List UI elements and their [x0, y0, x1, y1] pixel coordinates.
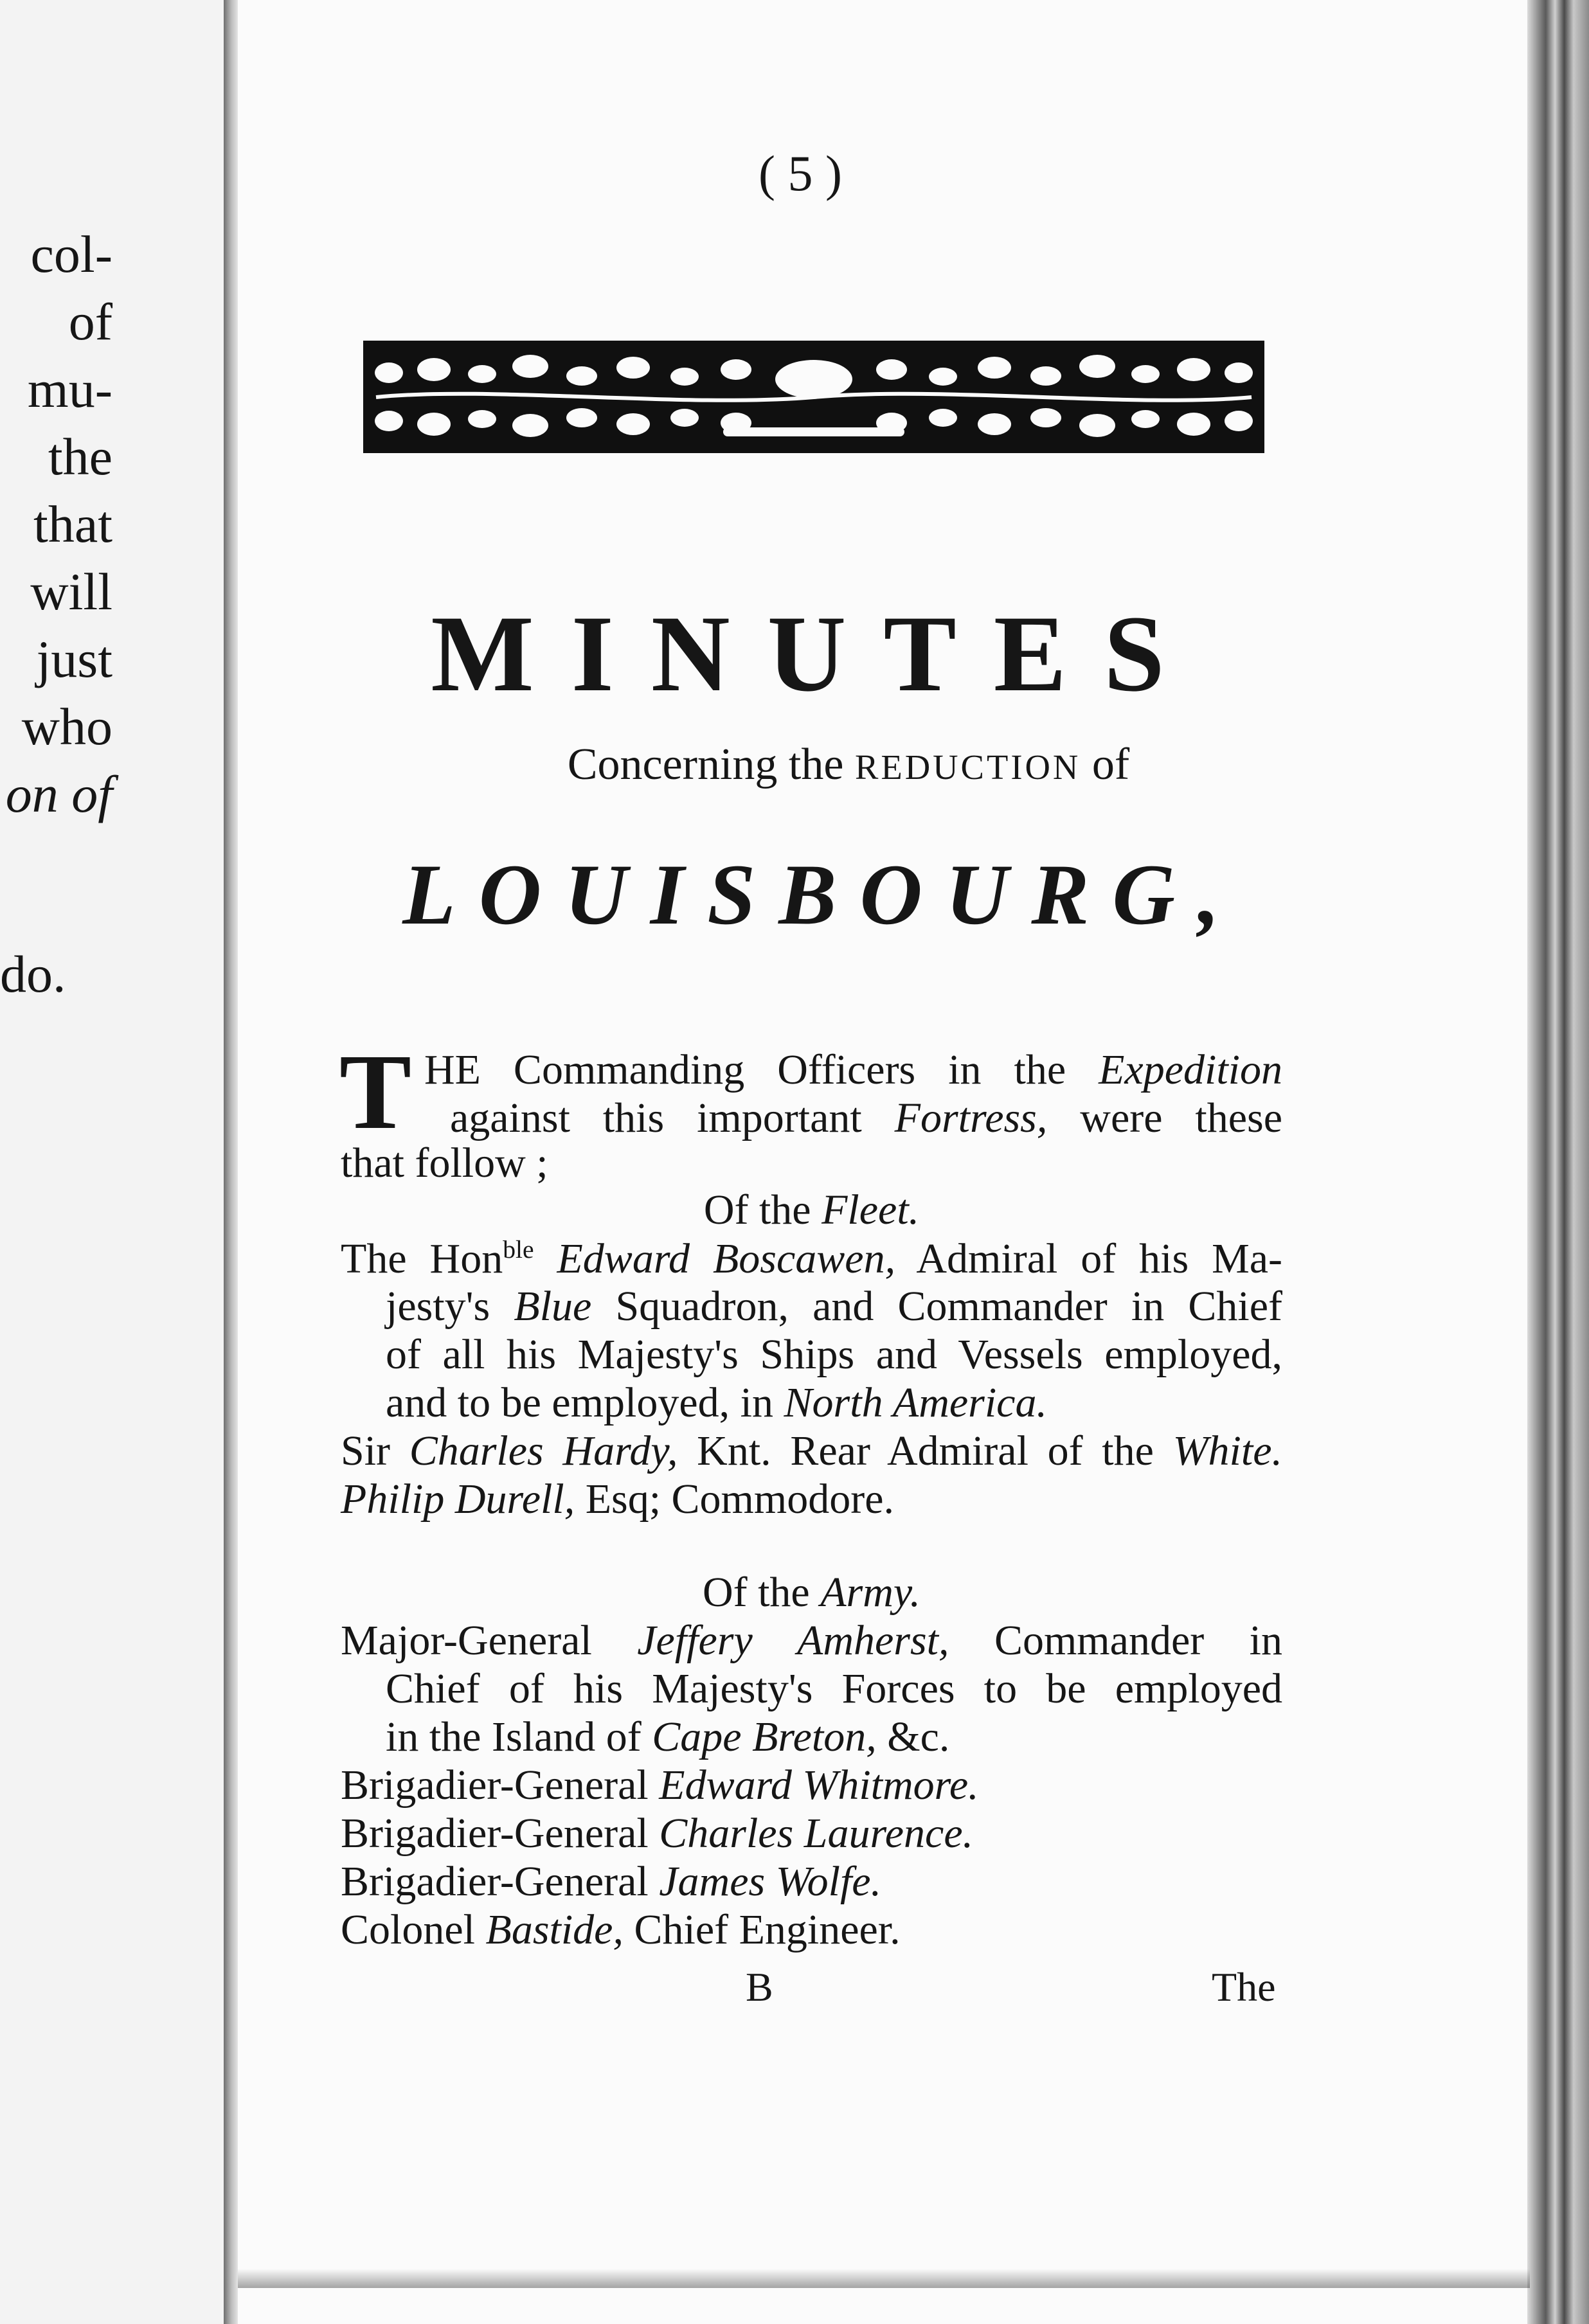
- left-page-line: the: [48, 427, 112, 486]
- entry-italic: Cape Breton,: [652, 1713, 877, 1760]
- catchword: The: [1212, 1964, 1276, 2010]
- page-shadow: [238, 2269, 1530, 2288]
- place-title: LOUISBOURG,: [402, 847, 1243, 943]
- intro-italic: Expedition: [1099, 1046, 1283, 1093]
- entry-text: Squadron, and Commander in Chief: [615, 1283, 1283, 1330]
- intro-text: were these: [1080, 1095, 1283, 1141]
- entry-text: jesty's: [386, 1283, 490, 1330]
- fleet-heading: [341, 1186, 1282, 1233]
- entry-text: Chief Engineer.: [634, 1906, 901, 1953]
- superscript: ble: [503, 1235, 534, 1264]
- heading-text: Of the: [702, 1569, 810, 1616]
- entry-italic: North America.: [784, 1379, 1047, 1426]
- left-page-line: do.: [0, 945, 66, 1003]
- subtitle-post: of: [1091, 740, 1130, 789]
- entry-text: The Hon: [341, 1235, 503, 1282]
- intro-line-2: [450, 1097, 1282, 1140]
- page-number: ( 5 ): [759, 145, 842, 201]
- left-page-line: just: [36, 630, 112, 688]
- intro-line-3: that follow ;: [341, 1140, 548, 1186]
- heading-italic: Army.: [820, 1569, 921, 1616]
- rank: Brigadier-General: [341, 1810, 649, 1857]
- boscawen-line-4: [386, 1379, 1282, 1426]
- left-page-line: of: [68, 292, 112, 351]
- left-page-line: col-: [30, 225, 112, 283]
- person-name: Charles Hardy,: [409, 1427, 678, 1474]
- entry-text: Admiral of his Ma-: [916, 1235, 1283, 1282]
- bastide-line: [341, 1906, 1282, 1953]
- boscawen-line-3: of all his Majesty's Ships and Vessels employed,: [386, 1331, 1282, 1378]
- subtitle: [399, 739, 1298, 791]
- entry-italic: White.: [1172, 1427, 1283, 1474]
- brigadier-line: [341, 1812, 1282, 1855]
- heading-text: Of the: [703, 1186, 811, 1233]
- entry-text: Major-General: [341, 1617, 592, 1664]
- entry-text: Colonel: [341, 1906, 475, 1953]
- entry-text: Commander in: [994, 1617, 1282, 1664]
- left-page: [0, 0, 225, 2324]
- heading-italic: Fleet.: [821, 1186, 920, 1233]
- left-page-line: on of: [5, 765, 112, 823]
- amherst-line-2: Chief of his Majesty's Forces to be employed: [386, 1665, 1282, 1712]
- intro-text: HE Commanding Officers in the: [424, 1046, 1066, 1093]
- intro-text: against this important: [450, 1095, 862, 1141]
- person-name: James Wolfe.: [659, 1858, 882, 1905]
- amherst-line-3: [386, 1713, 1282, 1760]
- boscawen-line-2: [386, 1285, 1282, 1328]
- left-page-line: that: [33, 495, 112, 553]
- left-page-line: mu-: [27, 360, 112, 418]
- army-heading: [341, 1571, 1282, 1614]
- rank: Brigadier-General: [341, 1762, 649, 1809]
- entry-text: &c.: [887, 1713, 950, 1760]
- boscawen-line-1: [341, 1237, 1282, 1280]
- entry-text: Sir: [341, 1427, 391, 1474]
- page-edges: [1527, 0, 1589, 2324]
- durell-line: [341, 1478, 1282, 1521]
- person-name: Jeffery Amherst,: [637, 1617, 949, 1664]
- person-name: Edward Whitmore.: [659, 1762, 979, 1809]
- left-page-line: will: [30, 562, 112, 621]
- amherst-line-1: [341, 1617, 1282, 1664]
- book-gutter: [224, 0, 238, 2324]
- person-name: Edward Boscawen,: [557, 1235, 896, 1282]
- entry-italic: Blue: [514, 1283, 592, 1330]
- entry-text: Knt. Rear Admiral of the: [697, 1427, 1154, 1474]
- signature-mark: B: [746, 1964, 773, 2010]
- rank: Brigadier-General: [341, 1858, 649, 1905]
- person-name: Bastide,: [485, 1906, 624, 1953]
- subtitle-pre: Concerning the: [567, 740, 844, 789]
- page-title: MINUTES: [431, 593, 1202, 714]
- person-name: Charles Laurence.: [659, 1810, 974, 1857]
- subtitle-smallcaps: REDUCTION: [854, 747, 1081, 787]
- entry-text: Esq; Commodore.: [585, 1476, 895, 1523]
- entry-text: in the Island of: [386, 1713, 642, 1760]
- person-name: Philip Durell,: [341, 1476, 575, 1523]
- hardy-line: [341, 1427, 1283, 1474]
- intro-italic: Fortress,: [894, 1095, 1048, 1141]
- entry-text: and to be employed, in: [386, 1379, 774, 1426]
- intro-line-1: [424, 1046, 1283, 1093]
- left-page-line: who: [21, 697, 112, 756]
- brigadier-line: [341, 1858, 1282, 1905]
- drop-cap: T: [339, 1032, 412, 1152]
- brigadier-line: [341, 1764, 1282, 1807]
- floral-headpiece-icon: [363, 341, 1264, 453]
